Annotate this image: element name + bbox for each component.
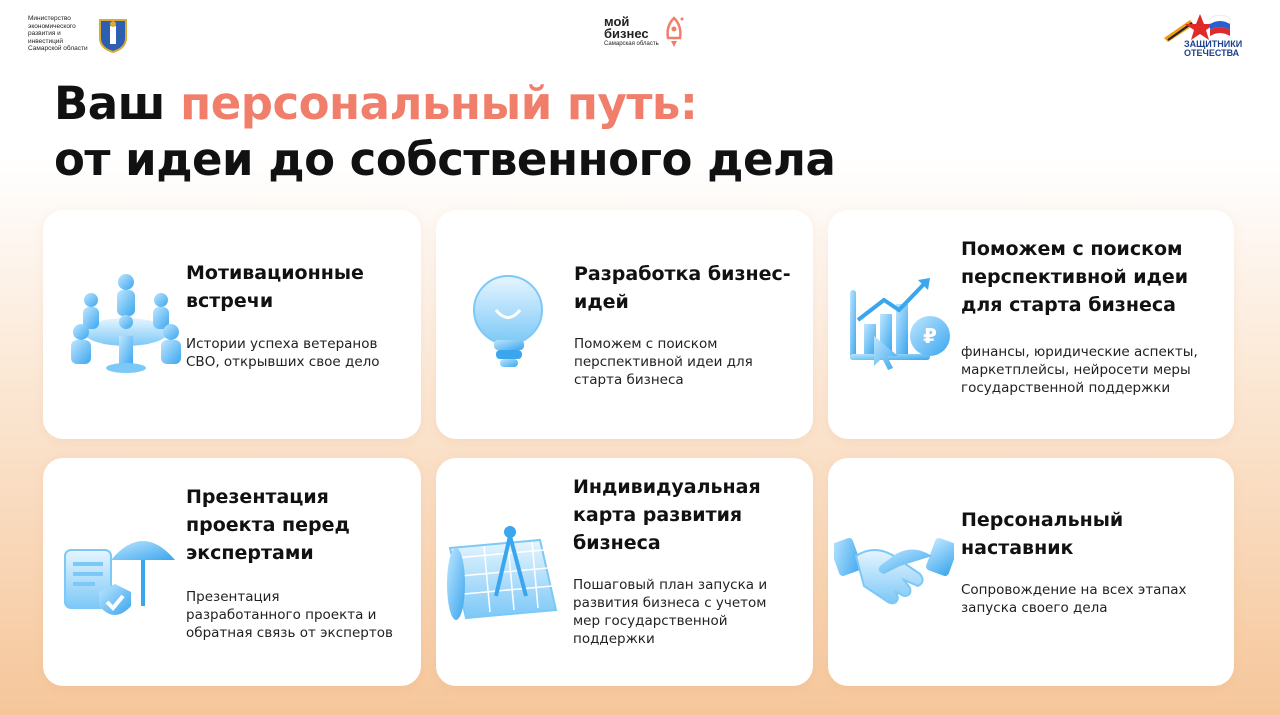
card-text: Пошаговый план запуска и развития бизнеса с учетом мер государственной поддержки xyxy=(573,577,768,647)
card-idea-search xyxy=(828,210,1234,439)
brand-text xyxy=(604,16,659,48)
card-title: Персональный наставник xyxy=(961,509,1124,559)
card-text: Сопровождение на всех этапах запуска своего дела xyxy=(961,582,1187,616)
card-title: Поможем с поиском перспективной идеи для старта бизнеса xyxy=(961,238,1189,316)
card-title: Разработка бизнес-идей xyxy=(574,263,791,313)
growth-chart-ruble-icon xyxy=(844,270,959,380)
svg-text:₽: ₽ xyxy=(923,324,937,348)
rocket-icon xyxy=(663,16,685,48)
ministry-text: Министерство экономического развития и инвестиций Самарской области xyxy=(28,15,88,53)
ministry-logo xyxy=(28,14,130,54)
title-line2: от идеи до собственного дела xyxy=(54,133,836,186)
lightbulb-icon xyxy=(460,270,560,380)
card-text: Презентация разработанного проекта и обратная связь от экспертов xyxy=(186,589,393,641)
blueprint-compass-icon xyxy=(444,518,569,633)
page-title xyxy=(54,76,835,188)
brand-line2: бизнес xyxy=(604,26,649,41)
defenders-line2: ОТЕЧЕСТВА xyxy=(1184,48,1240,58)
defenders-line1: ЗАЩИТНИКИ xyxy=(1184,39,1243,49)
meeting-people-icon xyxy=(61,260,191,380)
card-mentor xyxy=(828,458,1234,686)
title-lead: Ваш xyxy=(54,77,181,130)
brand-region: Самарская область xyxy=(604,41,659,47)
card-title: Индивидуальная карта развития бизнеса xyxy=(573,476,761,554)
card-text: финансы, юридические аспекты, маркетплейсы, нейросети меры государственной поддержки xyxy=(961,344,1198,396)
defenders-text xyxy=(1184,40,1242,58)
title-accent: персональный путь: xyxy=(180,77,698,130)
moi-biznes-logo xyxy=(604,16,685,48)
brand-line1: мой xyxy=(604,14,630,29)
defenders-logo xyxy=(1160,12,1242,60)
card-text: Поможем с поиском перспективной идеи для старта бизнеса xyxy=(574,336,753,388)
header xyxy=(0,0,1280,70)
card-title: Презентация проекта перед экспертами xyxy=(186,486,350,564)
card-development-map xyxy=(436,458,813,686)
samara-crest-icon xyxy=(96,14,130,54)
star-ribbon-icon xyxy=(1160,12,1242,42)
card-business-ideas xyxy=(436,210,813,439)
card-title: Мотивационные встречи xyxy=(186,262,364,312)
card-expert-presentation xyxy=(43,458,421,686)
card-motivational-meetings xyxy=(43,210,421,439)
handshake-icon xyxy=(834,526,954,616)
card-text: Истории успеха ветеранов СВО, открывших свое дело xyxy=(186,336,380,370)
umbrella-checklist-icon xyxy=(61,520,186,630)
